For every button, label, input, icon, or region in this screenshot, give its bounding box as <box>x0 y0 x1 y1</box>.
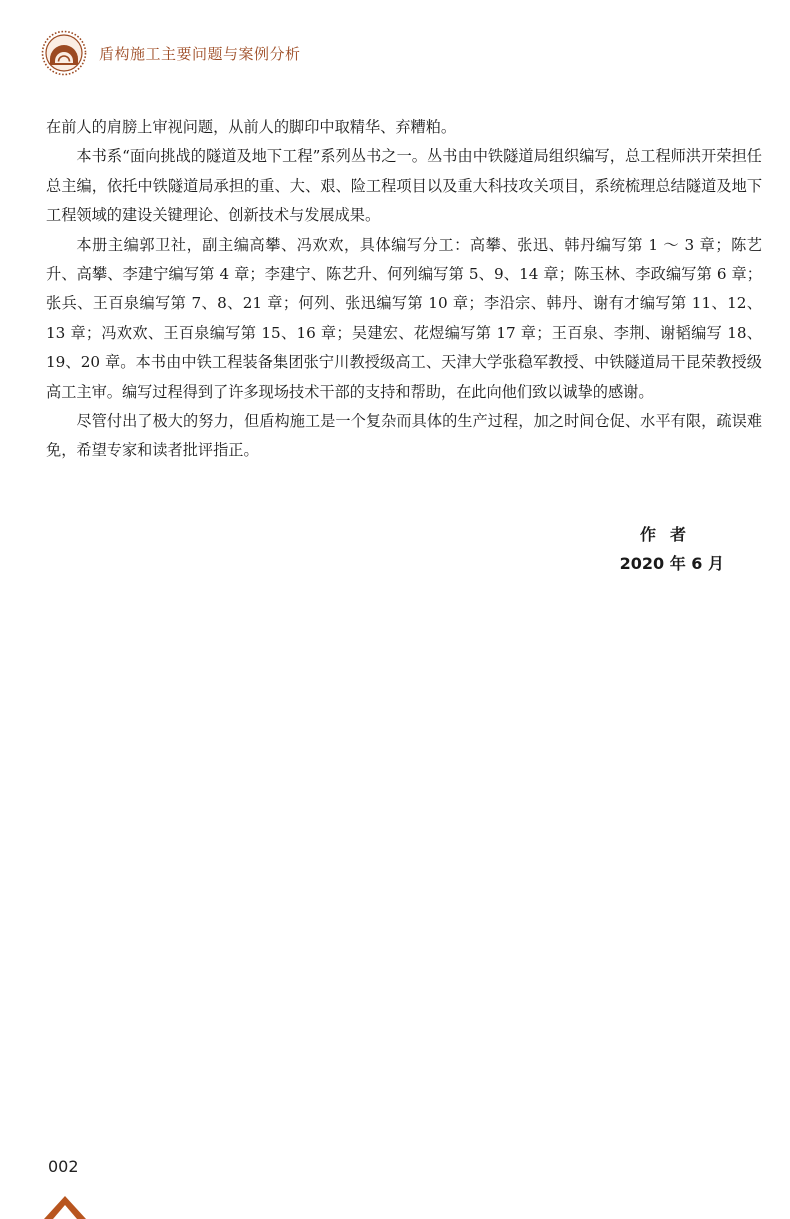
signature-date: 2020 年 6 月 <box>619 554 724 573</box>
paragraph-apology: 尽管付出了极大的努力，但盾构施工是一个复杂而具体的生产过程，加之时间仓促、水平有限，疏误难免，希望专家和读者批评指正。 <box>46 412 762 460</box>
paragraph-series-intro: 本书系“面向挑战的隧道及地下工程”系列丛书之一。丛书由中铁隧道局组织编写，总工程师洪开荣担任总主编，依托中铁隧道局承担的重、大、艰、险工程项目以及重大科技攻关项目，系统梳理总结隧道及地下工程领域的建设关键理论、创新技术与发展成果。 <box>46 147 762 225</box>
preface-body <box>46 113 762 466</box>
page-header <box>41 30 301 76</box>
running-head-title: 盾构施工主要问题与案例分析 <box>99 44 301 63</box>
triangle-mark-icon <box>44 1196 86 1219</box>
page-number: 002 <box>48 1157 79 1176</box>
paragraph-authorship: 本册主编郭卫社，副主编高攀、冯欢欢，具体编写分工：高攀、张迅、韩丹编写第 1 ～ 3 章；陈艺升、高攀、李建宁编写第 4 章；李建宁、陈艺升、何列编写第 5、9、14 章；陈玉林、李政编写第 6 章；张兵、王百泉编写第 7、8、21 章；何列、张迅编写第 10 章；李沿宗、韩丹、谢有才编写第 11、12、13 章；冯欢欢、王百泉编写第 15、16 章；吴建宏、花煜编写第 17 章；王百泉、李荆、谢韬编写 18、19、20 章。本书由中铁工程装备集团张宁川教授级高工、天津大学张稳军教授、中铁隧道局干昆荣教授级高工主审。编写过程得到了许多现场技术干部的支持和帮助，在此向他们致以诚挚的感谢。 <box>46 235 762 401</box>
tunnel-logo-icon <box>41 30 87 76</box>
paragraph-continuation: 在前人的肩膀上审视问题，从前人的脚印中取精华、弃糟粕。 <box>46 118 457 136</box>
signature-author: 作者 <box>639 525 700 544</box>
signature-block <box>620 520 724 578</box>
